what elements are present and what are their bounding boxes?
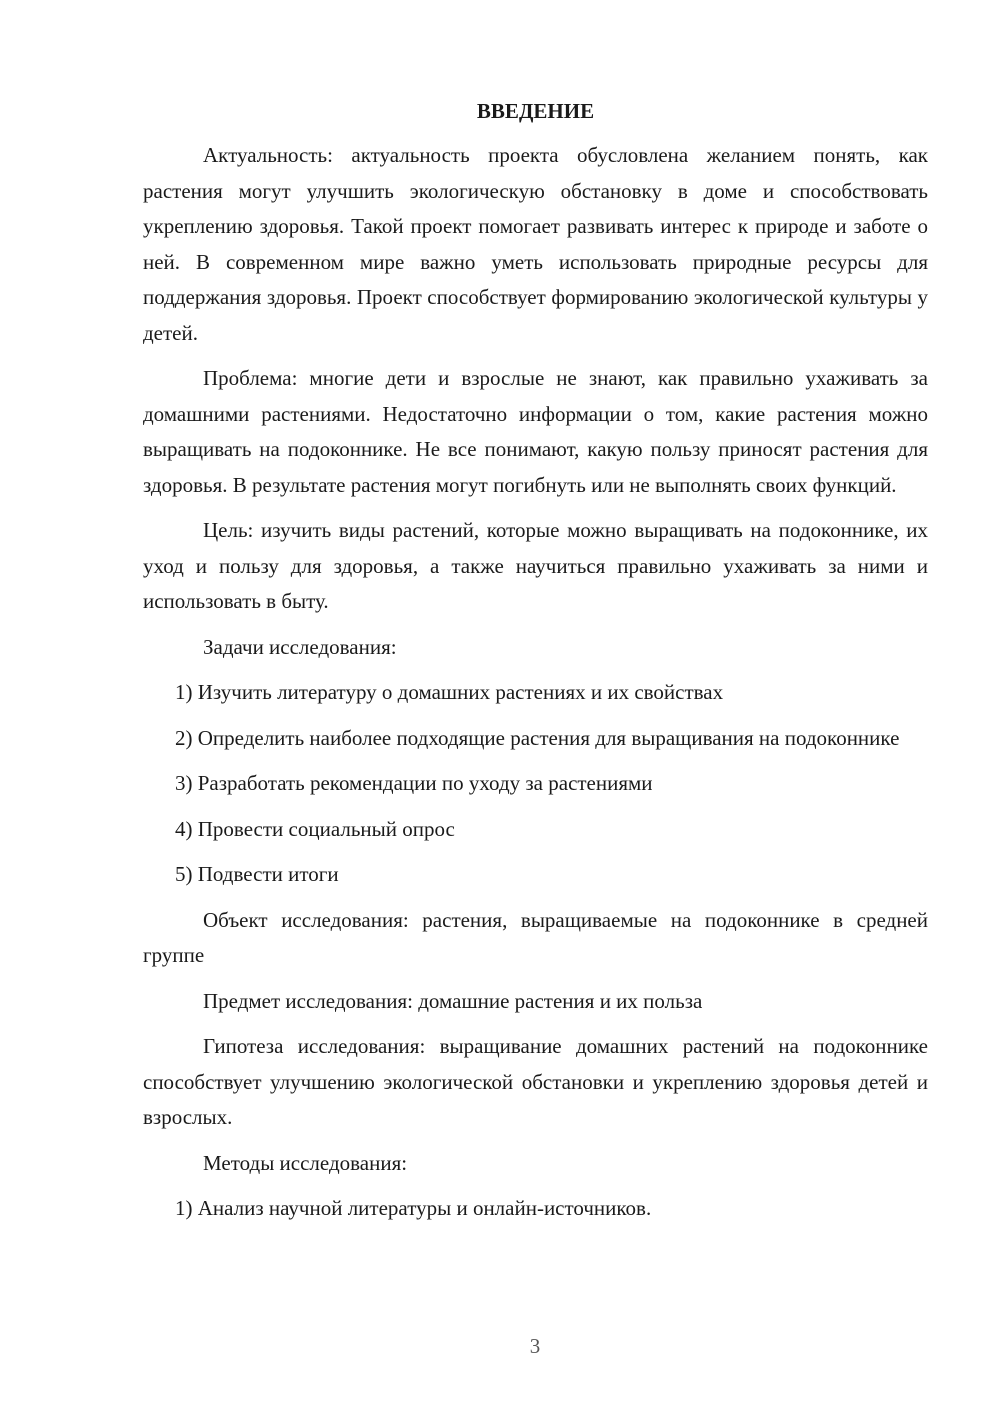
subject-paragraph: Предмет исследования: домашние растения и их польза	[203, 988, 703, 1013]
hypothesis-paragraph: Гипотеза исследования: выращивание домашних растений на подоконнике способствует улучшению экологической обстановки и укреплению здоровья детей и взрослых.	[143, 1034, 928, 1129]
task-item: 4) Провести социальный опрос	[175, 816, 455, 841]
task-item: 5) Подвести итоги	[175, 862, 339, 886]
task-item: 1) Изучить литературу о домашних растениях и их свойствах	[175, 680, 724, 704]
task-item: 3) Разработать рекомендации по уходу за растениями	[175, 771, 653, 795]
goal-paragraph: Цель: изучить виды растений, которые можно выращивать на подоконнике, их уход и пользу для здоровья, а также научиться правильно ухаживать за ними и использовать в быту.	[143, 518, 928, 613]
object-paragraph: Объект исследования: растения, выращиваемые на подоконнике в средней группе	[143, 907, 928, 967]
method-item: 1) Анализ научной литературы и онлайн-источников.	[175, 1196, 652, 1220]
tasks-heading: Задачи исследования:	[203, 634, 397, 659]
methods-heading: Методы исследования:	[203, 1150, 408, 1175]
page-number: 3	[529, 1334, 541, 1358]
task-item: 2) Определить наиболее подходящие растения для выращивания на подоконнике	[175, 725, 900, 750]
relevance-paragraph: Актуальность: актуальность проекта обусловлена желанием понять, как растения могут улучшить экологическую обстановку в доме и способствовать укреплению здоровья. Такой проект помогает развивать интерес к природе и заботе о ней. В современном мире важно уметь использовать природные ресурсы для поддержания здоровья. Проект способствует формированию экологической культуры у детей.	[143, 143, 928, 345]
page-title: ВВЕДЕНИЕ	[476, 99, 595, 123]
problem-paragraph: Проблема: многие дети и взрослые не знают, как правильно ухаживать за домашними растениями. Недостаточно информации о том, какие растения можно выращивать на подоконнике. Не все понимают, какую пользу приносят растения для здоровья. В результате растения могут погибнуть или не выполнять своих функций.	[143, 366, 928, 497]
text-column	[143, 95, 928, 1237]
